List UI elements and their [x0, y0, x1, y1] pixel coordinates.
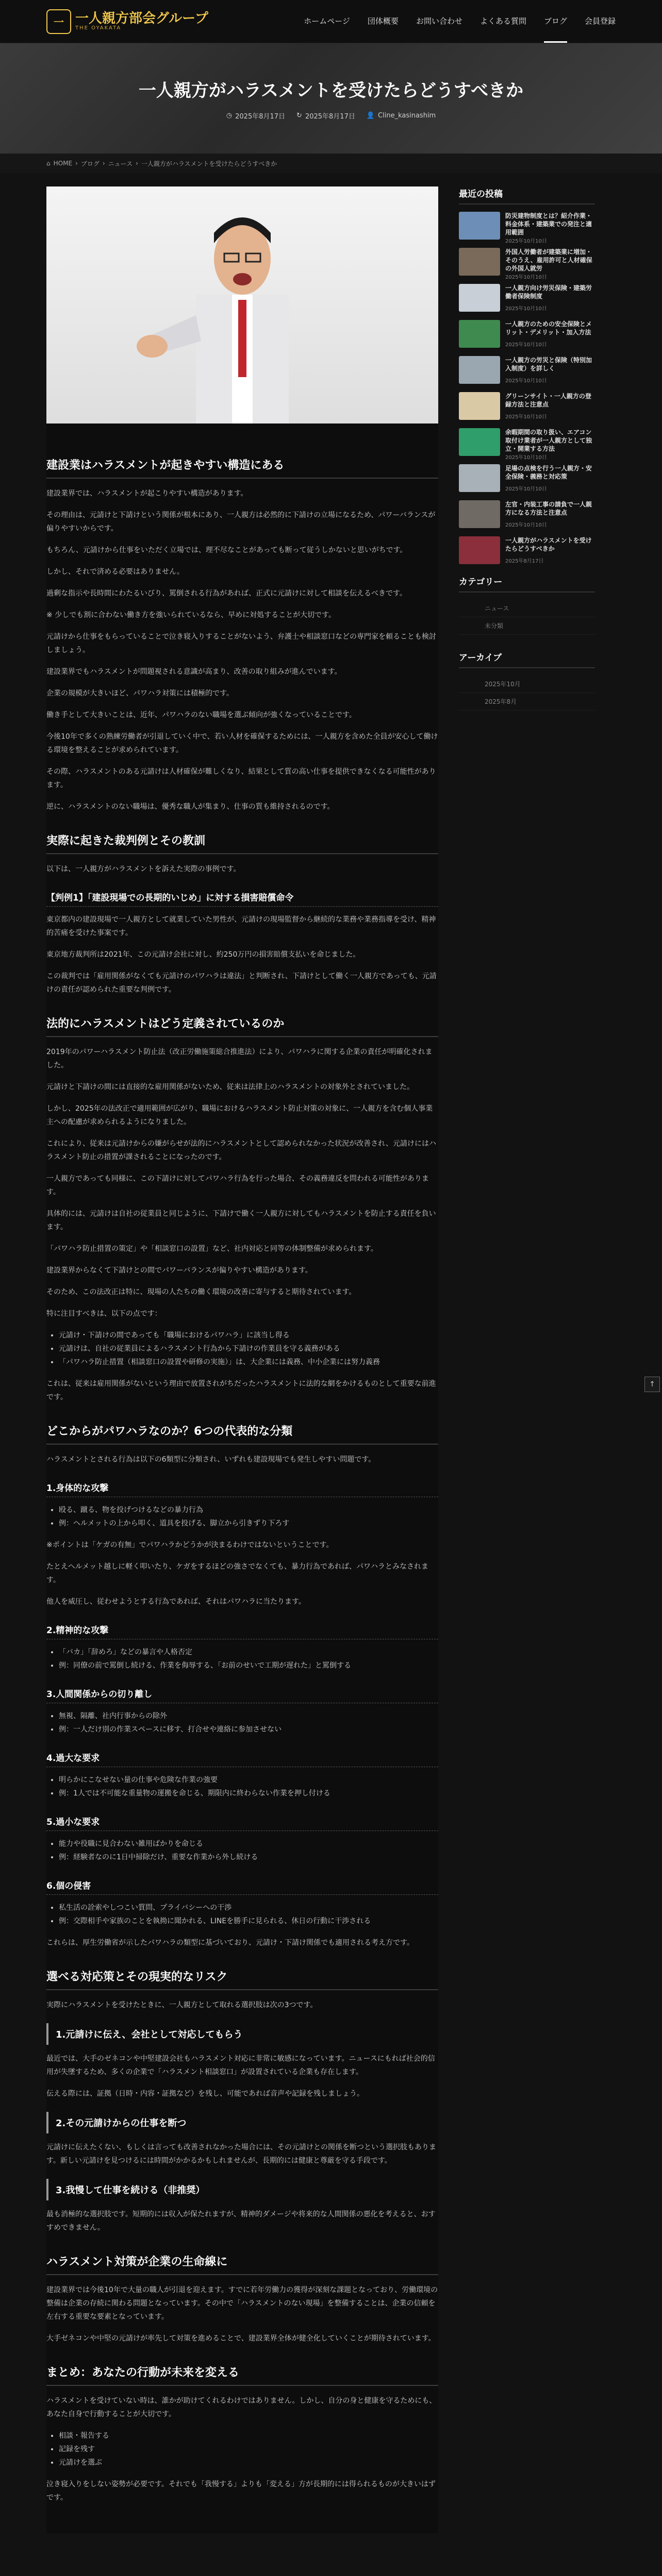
nav-blog[interactable]: ブログ: [544, 0, 567, 43]
list-item: • 能力や役職に見合わない雑用ばかりを命じる: [59, 1837, 438, 1851]
updated-date-text: 2025年8月17日: [305, 113, 355, 121]
nav-contact[interactable]: お問い合わせ: [416, 16, 462, 26]
section-heading: どこからがパワハラなのか？6つの代表的な分類: [46, 1417, 438, 1445]
recent-post-title[interactable]: 防災建物制度とは？紹介作業・料金体系・建築業での発注と適用範囲: [505, 212, 592, 236]
user-icon: 👤: [366, 112, 375, 120]
recent-post-date: 2025年10月10日: [505, 306, 547, 312]
angry-businessman-illustration: [155, 202, 320, 423]
paragraph: 建設業界では今後10年で大量の職人が引退を迎えます。すでに若年労働力の獲得が深刻な課題となっており、労働環境の整備は企業の存続に関わる問題となっています。その中で「ハラスメントのない現場」を整備することは、企業の信頼を左右する重要な要素となっています。: [46, 2286, 438, 2321]
post-thumbnail[interactable]: [459, 392, 500, 420]
subsection-heading: 6.個の侵害: [46, 1875, 438, 1895]
subsection-heading: 【判例1】「建設現場での長期的いじめ」に対する損害賠償命令: [46, 887, 438, 907]
site-header: [0, 0, 662, 43]
archive-list: [459, 675, 595, 710]
recent-post-item[interactable]: [459, 320, 595, 348]
section-heading: 実際に起きた裁判例とその教訓: [46, 827, 438, 854]
recent-post-date: 2025年10月10日: [505, 378, 547, 384]
type-list: [59, 1773, 438, 1800]
post-thumbnail[interactable]: [459, 284, 500, 312]
list-item: • 「パワハラ防止措置（相談窓口の設置や研修の実施）」は、大企業には義務、中小企業には努力義務: [59, 1355, 438, 1369]
back-to-top-button[interactable]: ↑: [644, 1377, 660, 1392]
recent-post-item[interactable]: [459, 536, 595, 564]
paragraph: 東京都内の建設現場で一人親方として就業していた男性が、元請けの現場監督から継続的な業務や業務指導を受け、精神的苦痛を受けた事案です。: [46, 916, 436, 937]
paragraph: 逆に、ハラスメントのない職場は、優秀な職人が集まり、仕事の質も維持されるのです。: [46, 803, 335, 811]
recent-post-date: 2025年10月10日: [505, 522, 547, 528]
paragraph: これらは、厚生労働省が示したパワハラの類型に基づいており、元請け・下請け関係でも適用される考え方です。: [46, 1939, 414, 1947]
logo-main-text: 一人親方部会グループ: [75, 10, 208, 26]
paragraph: 一人親方であっても同様に、この下請けに対してパワハラ行為を行った場合、その義務違反を問われる可能性があります。: [46, 1175, 429, 1196]
paragraph: 2019年のパワーハラスメント防止法（改正労働施策総合推進法）により、パワハラに関する企業の責任が明確化されました。: [46, 1048, 433, 1070]
recent-post-date: 2025年10月10日: [505, 275, 547, 280]
archive-item[interactable]: 2025年8月: [459, 693, 595, 710]
sidebar: [459, 187, 595, 2533]
recent-post-title[interactable]: 外国人労働者が建築業に増加・そのうえ、雇用許可と人材確保の外国人就労: [505, 248, 592, 272]
subsection-heading: 5.過小な要求: [46, 1811, 438, 1831]
paragraph: 他人を威圧し、従わせようとする行為であれば、それはパワハラに当たります。: [46, 1598, 306, 1606]
summary-list: [59, 2429, 438, 2469]
recent-posts-list: [459, 212, 595, 564]
list-item: • 例：同僚の前で罵倒し続ける、作業を侮辱する、「お前のせいで工期が遅れた」と罵倒する: [59, 1659, 438, 1672]
archive-title: アーカイブ: [459, 650, 595, 668]
chevron-right-icon: ›: [75, 160, 78, 167]
paragraph: 企業の規模が大きいほど、パワハラ対策には積極的です。: [46, 689, 234, 698]
section-heading: 法的にハラスメントはどう定義されているのか: [46, 1010, 438, 1037]
paragraph: 働き手として大きいことは、近年、パワハラのない職場を選ぶ傾向が強くなっていることです。: [46, 711, 356, 719]
list-item: • 殴る、蹴る、物を投げつけるなどの暴力行為: [59, 1503, 438, 1517]
paragraph: その際、ハラスメントのある元請けは人材確保が難しくなり、結果として質の高い仕事を提供できなくなる可能性があります。: [46, 768, 436, 789]
type-list: [59, 1837, 438, 1864]
subsection-heading: 2.精神的な攻撃: [46, 1620, 438, 1639]
list-item: • 元請けは、自社の従業員によるハラスメント行為から下請けの作業員を守る義務がある: [59, 1342, 438, 1355]
breadcrumb-home[interactable]: HOME: [53, 160, 73, 167]
published-date: [226, 111, 285, 121]
main-content: [46, 187, 438, 2533]
post-thumbnail[interactable]: [459, 356, 500, 384]
recent-post-item[interactable]: [459, 392, 595, 420]
type-list: [59, 1901, 438, 1928]
list-item: • 元請け・下請けの間であっても「職場におけるパワハラ」に該当し得る: [59, 1329, 438, 1342]
recent-post-title[interactable]: 足場の点検を行う一人親方・安全保険・義務と対応策: [505, 465, 592, 480]
post-meta: [226, 111, 436, 121]
law-points-list: [59, 1329, 438, 1369]
recent-post-date: 2025年10月10日: [505, 239, 547, 244]
recent-post-date: 2025年10月10日: [505, 414, 547, 420]
logo-sub-text: THE OYAKATA: [75, 25, 122, 31]
section-heading: まとめ：あなたの行動が未来を変える: [46, 2359, 438, 2386]
paragraph: 建設業界からなくて下請けとの間でパワーバランスが偏りやすい構造があります。: [46, 1266, 312, 1275]
paragraph: 建設業界では、ハラスメントが起こりやすい構造があります。: [46, 489, 248, 498]
paragraph: 過剰な指示や長時間にわたるいびり、罵倒される行為があれば、正式に元請けに対して相談を伝えるべきです。: [46, 589, 407, 598]
subsection-heading: 1.身体的な攻撃: [46, 1478, 438, 1497]
recent-post-title[interactable]: 左官・内装工事の請負で一人親方になる方法と注意点: [505, 501, 592, 516]
recent-post-item[interactable]: [459, 428, 595, 461]
paragraph: これにより、従来は元請けからの嫌がらせが法的にハラスメントとして認められなかった状況が改善され、元請けにはハラスメント防止の措置が課されることになったのです。: [46, 1140, 436, 1161]
breadcrumb-blog[interactable]: ブログ: [80, 160, 100, 167]
paragraph: 今後10年で多くの熟練労働者が引退していく中で、若い人材を確保するためには、一人親方を含めた全員が安心して働ける環境を整えることが求められています。: [46, 733, 438, 754]
paragraph: その理由は、元請けと下請けという関係が根本にあり、一人親方は必然的に下請けの立場になるため、パワーバランスが偏りやすいからです。: [46, 511, 436, 533]
paragraph: しかし、それで済める必要はありません。: [46, 568, 184, 576]
logo-mark-icon: 一: [46, 9, 71, 34]
recent-post-title[interactable]: 一人親方がハラスメントを受けたらどうすべきか: [505, 537, 592, 552]
breadcrumb-current: 一人親方がハラスメントを受けたらどうすべきか: [141, 160, 277, 167]
post-thumbnail[interactable]: [459, 212, 500, 240]
paragraph: 元請けに伝えたくない、もしくは言っても改善されなかった場合には、その元請けとの関係を断つという選択肢もあります。新しい元請けを見つけるには時間がかかるかもしれませんが、長期的には健康と尊厳を守る手段です。: [46, 2143, 436, 2165]
paragraph: この裁判では「雇用関係がなくても元請けのパワハラは違法」と判断され、下請けとして働く一人親方であっても、元請けの責任が認められた重要な判例です。: [46, 972, 437, 994]
type-list: [59, 1503, 438, 1530]
post-thumbnail[interactable]: [459, 464, 500, 492]
paragraph: ※ポイントは「ケガの有無」でパワハラかどうかが決まるわけではないということです。: [46, 1541, 334, 1549]
recent-post-title[interactable]: グリーンサイト・一人親方の登録方法と注意点: [505, 393, 591, 408]
paragraph: 最も消極的な選択肢です。短期的には収入が保たれますが、精神的ダメージや将来的な人間関係の悪化を考えると、おすすめできません。: [46, 2210, 436, 2232]
paragraph: 元請けと下請けの間には直接的な雇用関係がないため、従来は法律上のハラスメントの対象外とされていました。: [46, 1083, 415, 1091]
list-item: • 元請けを選ぶ: [59, 2456, 438, 2469]
paragraph: 具体的には、元請けは自社の従業員と同じように、下請けで働く一人親方に対してもハラスメントを防止する責任を負います。: [46, 1210, 436, 1231]
paragraph: 建設業界でもハラスメントが問題視される意識が高まり、改善の取り組みが進んでいます。: [46, 668, 342, 676]
section-heading: 建設業はハラスメントが起きやすい構造にある: [46, 451, 438, 479]
post-thumbnail[interactable]: [459, 320, 500, 348]
breadcrumb-category[interactable]: ニュース: [108, 160, 133, 167]
author-name: Cline_kasinashim: [378, 112, 436, 120]
list-item: • 相談・報告する: [59, 2429, 438, 2443]
paragraph: そのため、この法改正は特に、現場の人たちの働く環境の改善に寄与すると期待されています。: [46, 1288, 356, 1296]
paragraph: 以下は、一人親方がハラスメントを訴えた実際の事例です。: [46, 865, 241, 873]
recent-post-item[interactable]: [459, 212, 595, 244]
paragraph: もちろん、元請けから仕事をいただく立場では、理不尽なことがあっても断って従うしかないと思いがちです。: [46, 546, 407, 554]
archive-item[interactable]: 2025年10月: [459, 675, 595, 693]
list-item: • 記録を残す: [59, 2443, 438, 2456]
paragraph: 大手ゼネコンや中堅の元請けが率先して対策を進めることで、建設業界全体が健全化していくことが期待されています。: [46, 2334, 436, 2343]
subsection-heading: 4.過大な要求: [46, 1748, 438, 1767]
paragraph: 最近では、大手のゼネコンや中堅建設会社もハラスメント対応に非常に敏感になっています。ニュースにもれば社会的信用が失墜するため、多くの企業で「ハラスメント相談窓口」が設置されている企業も存在します。: [46, 2055, 435, 2076]
recent-post-item[interactable]: [459, 284, 595, 312]
category-item[interactable]: ニュース: [459, 600, 595, 617]
paragraph: ハラスメントを受けていない時は、誰かが助けてくれるわけではありません。しかし、自分の身と健康を守るためにも、あなた自身で行動することが大切です。: [46, 2397, 437, 2418]
type-list: [59, 1646, 438, 1672]
paragraph: たとえヘルメット越しに軽く叩いたり、ケガをするほどの強さでなくても、暴力行為であれば、パワハラとみなされます。: [46, 1563, 429, 1584]
breadcrumb: [0, 154, 662, 173]
recent-posts-title: 最近の投稿: [459, 187, 595, 205]
post-thumbnail[interactable]: [459, 536, 500, 564]
nav-about[interactable]: 団体概要: [367, 16, 399, 26]
section-heading: 選べる対応策とその現実的なリスク: [46, 1963, 438, 1990]
page-title: 一人親方がハラスメントを受けたらどうすべきか: [138, 80, 524, 101]
recent-post-date: 2025年10月10日: [505, 455, 547, 461]
chevron-right-icon: ›: [102, 160, 105, 167]
recent-post-title[interactable]: 一人親方のための安全保険とメリット・デメリット・加入方法: [505, 320, 592, 336]
post-thumbnail[interactable]: [459, 500, 500, 528]
list-item: • 無視、隔離、社内行事からの除外: [59, 1709, 438, 1723]
category-item[interactable]: 未分類: [459, 617, 595, 635]
author[interactable]: [367, 111, 436, 121]
featured-image: [46, 187, 438, 423]
paragraph: 泣き寝入りをしない姿勢が必要です。それでも「我慢する」よりも「変える」方が長期的には得られるものが大きいはずです。: [46, 2480, 436, 2502]
post-thumbnail[interactable]: [459, 428, 500, 456]
paragraph: 伝える際には、証拠（日時・内容・証拠など）を残し、可能であれば音声や記録を残しましょう。: [46, 2090, 364, 2098]
list-item: • 例：ヘルメットの上から叩く、道具を投げる、脚立から引きずり下ろす: [59, 1517, 438, 1530]
recent-post-item[interactable]: [459, 500, 595, 528]
refresh-icon: ↻: [296, 112, 302, 120]
list-item: • 例：交際相手や家族のことを執拗に聞かれる、LINEを勝手に見られる、休日の行動に干渉される: [59, 1914, 438, 1928]
subsection-heading: 3.人間関係からの切り離し: [46, 1684, 438, 1703]
clock-icon: ◷: [226, 112, 233, 120]
page-hero: [0, 43, 662, 154]
paragraph: 実際にハラスメントを受けたときに、一人親方として取れる選択肢は次の3つです。: [46, 2001, 318, 2009]
article-body: [46, 423, 438, 2504]
paragraph: しかし、2025年の法改正で適用範囲が広がり、職場におけるハラスメント防止対策の対象に、一人親方を含む個人事業主への配慮が求められるようになりました。: [46, 1105, 433, 1126]
subsection-heading: 3.我慢して仕事を続ける（非推奨）: [46, 2179, 438, 2200]
published-date-text: 2025年8月17日: [235, 113, 286, 121]
recent-post-date: 2025年10月10日: [505, 342, 547, 348]
recent-post-title[interactable]: 余暇期間の取り扱い、エアコン取付け業者が一人親方として独立・開業する方法: [505, 429, 592, 452]
type-list: [59, 1709, 438, 1736]
chevron-right-icon: ›: [136, 160, 138, 167]
paragraph: 「パワハラ防止措置の策定」や「相談窓口の設置」など、社内対応と同等の体制整備が求められます。: [46, 1245, 378, 1253]
paragraph: これは、従来は雇用関係がないという理由で放置されがちだったハラスメントに法的な網をかけるものとして重要な前進です。: [46, 1380, 436, 1401]
list-item: • 例：1人では不可能な重量物の運搬を命じる、期限内に終わらない作業を押し付ける: [59, 1787, 438, 1800]
categories-list: [459, 600, 595, 635]
post-thumbnail[interactable]: [459, 248, 500, 276]
recent-post-title[interactable]: 一人親方の労災と保険（特別加入制度）を詳しく: [505, 357, 592, 372]
subsection-heading: 1.元請けに伝え、会社として対応してもらう: [46, 2023, 438, 2045]
list-item: • 私生活の詮索やしつこい質問、プライバシーへの干渉: [59, 1901, 438, 1914]
recent-post-item[interactable]: [459, 356, 595, 384]
nav-home[interactable]: ホームページ: [304, 16, 350, 26]
nav-faq[interactable]: よくある質問: [479, 16, 526, 26]
recent-post-item[interactable]: [459, 464, 595, 492]
recent-post-title[interactable]: 一人親方向け労災保険・建築労働者保険制度: [505, 284, 592, 300]
paragraph: 元請けから仕事をもらっていることで泣き寝入りすることがないよう、弁護士や相談窓口などの専門家を頼ることも検討しましょう。: [46, 633, 436, 654]
paragraph: ハラスメントとされる行為は以下の6類型に分類され、いずれも建設現場でも発生しやすい問題です。: [46, 1455, 376, 1464]
recent-post-date: 2025年10月10日: [505, 486, 547, 492]
recent-post-item[interactable]: [459, 248, 595, 280]
updated-date: [296, 111, 355, 121]
paragraph: 特に注目すべきは、以下の点です：: [46, 1310, 162, 1318]
list-item: • 明らかにこなせない量の仕事や危険な作業の強要: [59, 1773, 438, 1787]
categories-title: カテゴリー: [459, 574, 595, 592]
home-icon: ⌂: [46, 160, 51, 167]
paragraph: 東京地方裁判所は2021年、この元請け会社に対し、約250万円の損害賠償支払いを命じました。: [46, 951, 360, 959]
list-item: • 例：一人だけ別の作業スペースに移す、打合せや連絡に参加させない: [59, 1723, 438, 1736]
paragraph: ※ 少しでも割に合わない働き方を強いられているなら、早めに対処することが大切です。: [46, 611, 336, 619]
section-heading: ハラスメント対策が企業の生命線に: [46, 2248, 438, 2275]
site-logo[interactable]: [46, 9, 208, 34]
subsection-heading: 2.その元請けからの仕事を断つ: [46, 2112, 438, 2133]
recent-post-date: 2025年8月17日: [505, 558, 544, 564]
list-item: • 例：経験者なのに1日中掃除だけ、重要な作業から外し続ける: [59, 1851, 438, 1864]
nav-register[interactable]: 会員登録: [584, 16, 616, 26]
main-nav: [304, 0, 616, 43]
list-item: • 「バカ」「辞めろ」などの暴言や人格否定: [59, 1646, 438, 1659]
